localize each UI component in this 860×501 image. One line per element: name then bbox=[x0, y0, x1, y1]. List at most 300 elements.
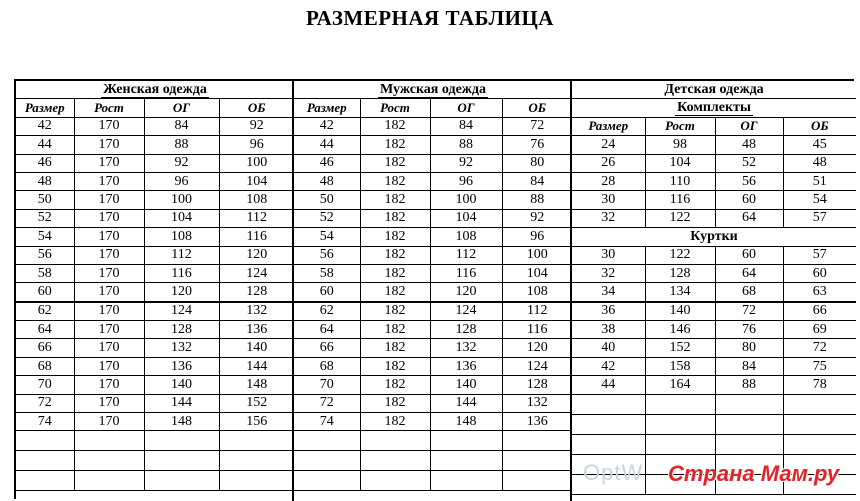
table-cell: 52 bbox=[294, 209, 360, 227]
column-header-cell: ОГ bbox=[430, 99, 502, 117]
kids-table-body bbox=[572, 81, 856, 494]
table-cell: 182 bbox=[360, 246, 430, 264]
empty-row bbox=[16, 431, 294, 451]
table-cell: 170 bbox=[74, 209, 144, 227]
table-cell: 128 bbox=[430, 321, 502, 339]
table-cell bbox=[294, 431, 360, 451]
table-cell: 64 bbox=[715, 209, 783, 227]
table-cell: 50 bbox=[16, 191, 74, 209]
table-cell bbox=[219, 471, 294, 491]
table-row bbox=[16, 413, 294, 431]
table-cell bbox=[144, 431, 219, 451]
table-row bbox=[294, 302, 572, 321]
table-cell: 54 bbox=[783, 191, 856, 209]
table-cell bbox=[16, 451, 74, 471]
column-header-cell: ОБ bbox=[783, 117, 856, 135]
table-cell: 170 bbox=[74, 394, 144, 412]
table-cell: 58 bbox=[16, 264, 74, 282]
table-cell: 96 bbox=[430, 172, 502, 190]
table-cell bbox=[360, 451, 430, 471]
table-cell: 182 bbox=[360, 228, 430, 246]
table-cell: 54 bbox=[16, 228, 74, 246]
table-cell: 182 bbox=[360, 413, 430, 431]
table-cell: 75 bbox=[783, 357, 856, 375]
subgroup-header-cell bbox=[572, 228, 856, 246]
column-header-row bbox=[572, 117, 856, 135]
table-cell bbox=[430, 431, 502, 451]
table-cell: 108 bbox=[430, 228, 502, 246]
table-cell: 63 bbox=[783, 283, 856, 302]
table-cell: 112 bbox=[430, 246, 502, 264]
table-cell: 112 bbox=[502, 302, 572, 321]
table-cell bbox=[645, 394, 715, 414]
group-label: Мужская одежда bbox=[380, 81, 487, 97]
table-cell: 100 bbox=[502, 246, 572, 264]
empty-row bbox=[16, 471, 294, 491]
page-title: РАЗМЕРНАЯ ТАБЛИЦА bbox=[306, 6, 554, 30]
table-cell: 104 bbox=[645, 154, 715, 172]
column-header-row bbox=[294, 99, 572, 117]
table-cell: 50 bbox=[294, 191, 360, 209]
table-cell: 66 bbox=[16, 339, 74, 357]
table-cell: 96 bbox=[502, 228, 572, 246]
empty-row bbox=[294, 471, 572, 491]
table-cell: 30 bbox=[572, 191, 645, 209]
men-table-body bbox=[294, 81, 572, 491]
men-section bbox=[294, 81, 572, 501]
group-header-cell bbox=[16, 81, 294, 99]
table-cell: 182 bbox=[360, 376, 430, 394]
table-cell: 116 bbox=[502, 321, 572, 339]
empty-row bbox=[572, 414, 856, 434]
table-cell: 48 bbox=[715, 136, 783, 154]
table-cell: 66 bbox=[294, 339, 360, 357]
group-header-cell: Детская одежда bbox=[572, 81, 856, 99]
table-cell: 110 bbox=[645, 172, 715, 190]
table-cell: 52 bbox=[16, 209, 74, 227]
table-cell: 170 bbox=[74, 228, 144, 246]
table-cell: 72 bbox=[715, 302, 783, 321]
table-cell: 60 bbox=[16, 283, 74, 302]
table-cell: 124 bbox=[502, 357, 572, 375]
table-row bbox=[294, 264, 572, 282]
table-cell bbox=[783, 394, 856, 414]
table-row bbox=[16, 283, 294, 302]
table-row bbox=[294, 154, 572, 172]
table-row bbox=[16, 357, 294, 375]
table-cell bbox=[294, 451, 360, 471]
table-cell: 45 bbox=[783, 136, 856, 154]
group-label: Комплекты bbox=[677, 100, 751, 116]
table-cell bbox=[715, 414, 783, 434]
table-cell bbox=[502, 471, 572, 491]
table-cell: 182 bbox=[360, 357, 430, 375]
group-label: Куртки bbox=[690, 228, 738, 244]
table-cell bbox=[502, 451, 572, 471]
table-cell: 122 bbox=[645, 246, 715, 264]
table-row bbox=[16, 191, 294, 209]
table-cell: 30 bbox=[572, 246, 645, 264]
table-cell: 42 bbox=[572, 357, 645, 375]
table-cell: 146 bbox=[645, 321, 715, 339]
size-table bbox=[14, 79, 854, 499]
table-cell: 56 bbox=[715, 172, 783, 190]
table-cell bbox=[572, 414, 645, 434]
table-cell: 84 bbox=[715, 357, 783, 375]
table-cell bbox=[430, 471, 502, 491]
group-header-cell bbox=[294, 81, 572, 99]
table-cell: 74 bbox=[16, 413, 74, 431]
table-row bbox=[572, 264, 856, 282]
table-cell: 170 bbox=[74, 321, 144, 339]
table-cell bbox=[502, 431, 572, 451]
empty-row bbox=[294, 451, 572, 471]
table-cell: 92 bbox=[144, 154, 219, 172]
table-cell: 170 bbox=[74, 191, 144, 209]
table-cell: 182 bbox=[360, 283, 430, 302]
table-row bbox=[572, 339, 856, 357]
table-row bbox=[572, 357, 856, 375]
table-row bbox=[294, 321, 572, 339]
empty-row bbox=[572, 434, 856, 454]
table-cell: 57 bbox=[783, 246, 856, 264]
table-cell bbox=[144, 451, 219, 471]
women-section bbox=[16, 81, 294, 501]
table-cell: 44 bbox=[294, 136, 360, 154]
table-cell: 78 bbox=[783, 376, 856, 394]
table-cell: 72 bbox=[502, 117, 572, 135]
table-cell: 60 bbox=[783, 264, 856, 282]
table-cell: 132 bbox=[502, 394, 572, 412]
table-cell: 182 bbox=[360, 154, 430, 172]
table-cell: 76 bbox=[715, 321, 783, 339]
table-row bbox=[16, 264, 294, 282]
table-cell: 132 bbox=[430, 339, 502, 357]
table-cell: 108 bbox=[219, 191, 294, 209]
table-cell: 80 bbox=[502, 154, 572, 172]
table-cell: 88 bbox=[715, 376, 783, 394]
table-cell: 170 bbox=[74, 283, 144, 302]
table-cell: 108 bbox=[502, 283, 572, 302]
table-cell: 48 bbox=[783, 154, 856, 172]
table-cell: 182 bbox=[360, 136, 430, 154]
table-cell: 182 bbox=[360, 209, 430, 227]
table-row bbox=[294, 413, 572, 431]
table-cell: 60 bbox=[715, 246, 783, 264]
table-cell: 170 bbox=[74, 339, 144, 357]
table-cell: 116 bbox=[144, 264, 219, 282]
table-cell: 72 bbox=[783, 339, 856, 357]
table-cell: 182 bbox=[360, 117, 430, 135]
table-cell: 52 bbox=[715, 154, 783, 172]
table-cell: 84 bbox=[430, 117, 502, 135]
column-header-cell: ОГ bbox=[144, 99, 219, 117]
table-cell: 92 bbox=[219, 117, 294, 135]
table-row bbox=[294, 246, 572, 264]
table-cell: 124 bbox=[430, 302, 502, 321]
table-cell bbox=[715, 394, 783, 414]
table-cell: 134 bbox=[645, 283, 715, 302]
table-cell: 156 bbox=[219, 413, 294, 431]
table-cell: 60 bbox=[715, 191, 783, 209]
table-cell: 98 bbox=[645, 136, 715, 154]
table-cell: 182 bbox=[360, 302, 430, 321]
empty-row bbox=[572, 394, 856, 414]
women-table bbox=[16, 81, 294, 491]
table-row bbox=[294, 339, 572, 357]
table-row bbox=[572, 376, 856, 394]
table-cell: 60 bbox=[294, 283, 360, 302]
table-cell bbox=[360, 471, 430, 491]
table-row bbox=[294, 191, 572, 209]
subgroup-header-row bbox=[572, 99, 856, 117]
table-cell: 136 bbox=[144, 357, 219, 375]
table-cell: 64 bbox=[715, 264, 783, 282]
table-cell: 96 bbox=[144, 172, 219, 190]
table-row bbox=[294, 117, 572, 135]
table-row bbox=[16, 209, 294, 227]
table-row bbox=[16, 154, 294, 172]
table-row bbox=[572, 283, 856, 302]
table-row bbox=[16, 136, 294, 154]
table-cell: 44 bbox=[16, 136, 74, 154]
table-cell: 42 bbox=[16, 117, 74, 135]
group-label: Женская одежда bbox=[103, 81, 207, 97]
table-cell: 80 bbox=[715, 339, 783, 357]
table-cell: 24 bbox=[572, 136, 645, 154]
table-cell: 144 bbox=[219, 357, 294, 375]
table-cell: 144 bbox=[430, 394, 502, 412]
table-cell: 64 bbox=[16, 321, 74, 339]
table-cell: 57 bbox=[783, 209, 856, 227]
table-cell: 128 bbox=[144, 321, 219, 339]
kids-section bbox=[572, 81, 856, 501]
table-cell bbox=[219, 451, 294, 471]
table-cell: 140 bbox=[645, 302, 715, 321]
table-cell: 164 bbox=[645, 376, 715, 394]
table-cell: 120 bbox=[502, 339, 572, 357]
table-row bbox=[572, 209, 856, 227]
table-cell: 136 bbox=[502, 413, 572, 431]
table-row bbox=[294, 357, 572, 375]
table-cell bbox=[16, 471, 74, 491]
table-cell: 148 bbox=[219, 376, 294, 394]
table-cell: 128 bbox=[502, 376, 572, 394]
table-cell: 182 bbox=[360, 172, 430, 190]
table-cell: 68 bbox=[294, 357, 360, 375]
table-cell bbox=[783, 414, 856, 434]
table-cell: 69 bbox=[783, 321, 856, 339]
table-cell bbox=[16, 431, 74, 451]
table-cell: 46 bbox=[16, 154, 74, 172]
table-cell: 84 bbox=[502, 172, 572, 190]
men-table bbox=[294, 81, 572, 491]
table-cell: 74 bbox=[294, 413, 360, 431]
table-cell bbox=[74, 451, 144, 471]
table-cell: 182 bbox=[360, 339, 430, 357]
table-cell: 136 bbox=[430, 357, 502, 375]
table-cell: 128 bbox=[219, 283, 294, 302]
table-cell: 132 bbox=[144, 339, 219, 357]
column-header-row bbox=[16, 99, 294, 117]
table-cell: 108 bbox=[144, 228, 219, 246]
table-cell: 100 bbox=[219, 154, 294, 172]
table-cell: 68 bbox=[715, 283, 783, 302]
table-cell: 104 bbox=[502, 264, 572, 282]
table-row bbox=[16, 376, 294, 394]
table-cell: 124 bbox=[144, 302, 219, 321]
empty-row bbox=[294, 431, 572, 451]
table-cell: 32 bbox=[572, 209, 645, 227]
table-cell: 116 bbox=[430, 264, 502, 282]
table-row bbox=[294, 136, 572, 154]
subgroup-header-row bbox=[572, 228, 856, 246]
table-cell: 58 bbox=[294, 264, 360, 282]
subgroup-header-cell bbox=[572, 99, 856, 117]
table-cell: 170 bbox=[74, 117, 144, 135]
table-row bbox=[16, 117, 294, 135]
table-cell: 32 bbox=[572, 264, 645, 282]
table-cell: 62 bbox=[16, 302, 74, 321]
table-cell: 120 bbox=[144, 283, 219, 302]
table-cell: 170 bbox=[74, 413, 144, 431]
table-row bbox=[16, 321, 294, 339]
table-cell bbox=[645, 414, 715, 434]
table-cell bbox=[219, 431, 294, 451]
table-cell: 26 bbox=[572, 154, 645, 172]
table-cell: 170 bbox=[74, 302, 144, 321]
table-cell: 54 bbox=[294, 228, 360, 246]
table-cell: 170 bbox=[74, 264, 144, 282]
table-cell: 120 bbox=[430, 283, 502, 302]
table-cell bbox=[715, 434, 783, 454]
table-cell: 66 bbox=[783, 302, 856, 321]
table-cell: 92 bbox=[502, 209, 572, 227]
table-cell: 140 bbox=[430, 376, 502, 394]
table-cell: 158 bbox=[645, 357, 715, 375]
table-row bbox=[294, 283, 572, 302]
watermark-optw: OptW bbox=[583, 460, 644, 485]
table-row bbox=[572, 191, 856, 209]
table-cell: 72 bbox=[16, 394, 74, 412]
table-cell bbox=[572, 394, 645, 414]
table-cell: 44 bbox=[572, 376, 645, 394]
table-cell: 62 bbox=[294, 302, 360, 321]
table-cell: 120 bbox=[219, 246, 294, 264]
column-header-cell: ОБ bbox=[502, 99, 572, 117]
table-cell bbox=[74, 471, 144, 491]
table-cell: 140 bbox=[144, 376, 219, 394]
women-table-body bbox=[16, 81, 294, 491]
table-cell: 40 bbox=[572, 339, 645, 357]
table-cell bbox=[572, 434, 645, 454]
table-cell: 182 bbox=[360, 191, 430, 209]
table-cell: 36 bbox=[572, 302, 645, 321]
table-cell: 182 bbox=[360, 264, 430, 282]
table-cell: 100 bbox=[430, 191, 502, 209]
table-cell: 48 bbox=[16, 172, 74, 190]
kids-table bbox=[572, 81, 856, 495]
table-cell: 152 bbox=[219, 394, 294, 412]
table-cell bbox=[74, 431, 144, 451]
table-cell: 124 bbox=[219, 264, 294, 282]
column-header-cell: Размер bbox=[294, 99, 360, 117]
table-cell: 128 bbox=[645, 264, 715, 282]
table-row bbox=[16, 394, 294, 412]
table-cell: 112 bbox=[144, 246, 219, 264]
table-row bbox=[294, 376, 572, 394]
table-cell: 144 bbox=[144, 394, 219, 412]
table-row bbox=[16, 172, 294, 190]
table-cell: 68 bbox=[16, 357, 74, 375]
table-row bbox=[294, 172, 572, 190]
table-row bbox=[16, 228, 294, 246]
table-cell: 112 bbox=[219, 209, 294, 227]
table-cell: 88 bbox=[502, 191, 572, 209]
table-row bbox=[572, 136, 856, 154]
column-header-cell: Рост bbox=[74, 99, 144, 117]
group-header-row bbox=[294, 81, 572, 99]
column-header-cell: Рост bbox=[360, 99, 430, 117]
table-cell: 116 bbox=[219, 228, 294, 246]
table-cell: 88 bbox=[144, 136, 219, 154]
table-cell: 104 bbox=[430, 209, 502, 227]
table-cell: 152 bbox=[645, 339, 715, 357]
table-cell bbox=[144, 471, 219, 491]
table-cell: 72 bbox=[294, 394, 360, 412]
column-header-cell: Размер bbox=[16, 99, 74, 117]
table-cell: 182 bbox=[360, 394, 430, 412]
table-row bbox=[572, 321, 856, 339]
table-cell: 170 bbox=[74, 246, 144, 264]
table-cell bbox=[360, 431, 430, 451]
table-row bbox=[572, 154, 856, 172]
table-cell: 148 bbox=[144, 413, 219, 431]
table-row bbox=[294, 228, 572, 246]
table-cell: 170 bbox=[74, 357, 144, 375]
column-header-cell: Рост bbox=[645, 117, 715, 135]
table-cell: 100 bbox=[144, 191, 219, 209]
table-row bbox=[294, 209, 572, 227]
table-cell: 148 bbox=[430, 413, 502, 431]
table-cell bbox=[645, 434, 715, 454]
table-cell: 84 bbox=[144, 117, 219, 135]
table-cell: 116 bbox=[645, 191, 715, 209]
table-cell: 42 bbox=[294, 117, 360, 135]
table-cell: 182 bbox=[360, 321, 430, 339]
table-cell: 122 bbox=[645, 209, 715, 227]
table-cell: 28 bbox=[572, 172, 645, 190]
table-cell: 170 bbox=[74, 376, 144, 394]
table-row bbox=[572, 172, 856, 190]
table-row bbox=[294, 394, 572, 412]
table-cell: 132 bbox=[219, 302, 294, 321]
table-cell bbox=[430, 451, 502, 471]
table-cell: 76 bbox=[502, 136, 572, 154]
table-cell: 56 bbox=[294, 246, 360, 264]
group-header-row bbox=[16, 81, 294, 99]
table-cell: 46 bbox=[294, 154, 360, 172]
table-cell: 64 bbox=[294, 321, 360, 339]
table-row bbox=[572, 302, 856, 321]
table-row bbox=[16, 246, 294, 264]
table-cell: 70 bbox=[294, 376, 360, 394]
table-cell: 51 bbox=[783, 172, 856, 190]
table-cell: 34 bbox=[572, 283, 645, 302]
table-cell: 70 bbox=[16, 376, 74, 394]
empty-row bbox=[16, 451, 294, 471]
table-cell: 104 bbox=[144, 209, 219, 227]
